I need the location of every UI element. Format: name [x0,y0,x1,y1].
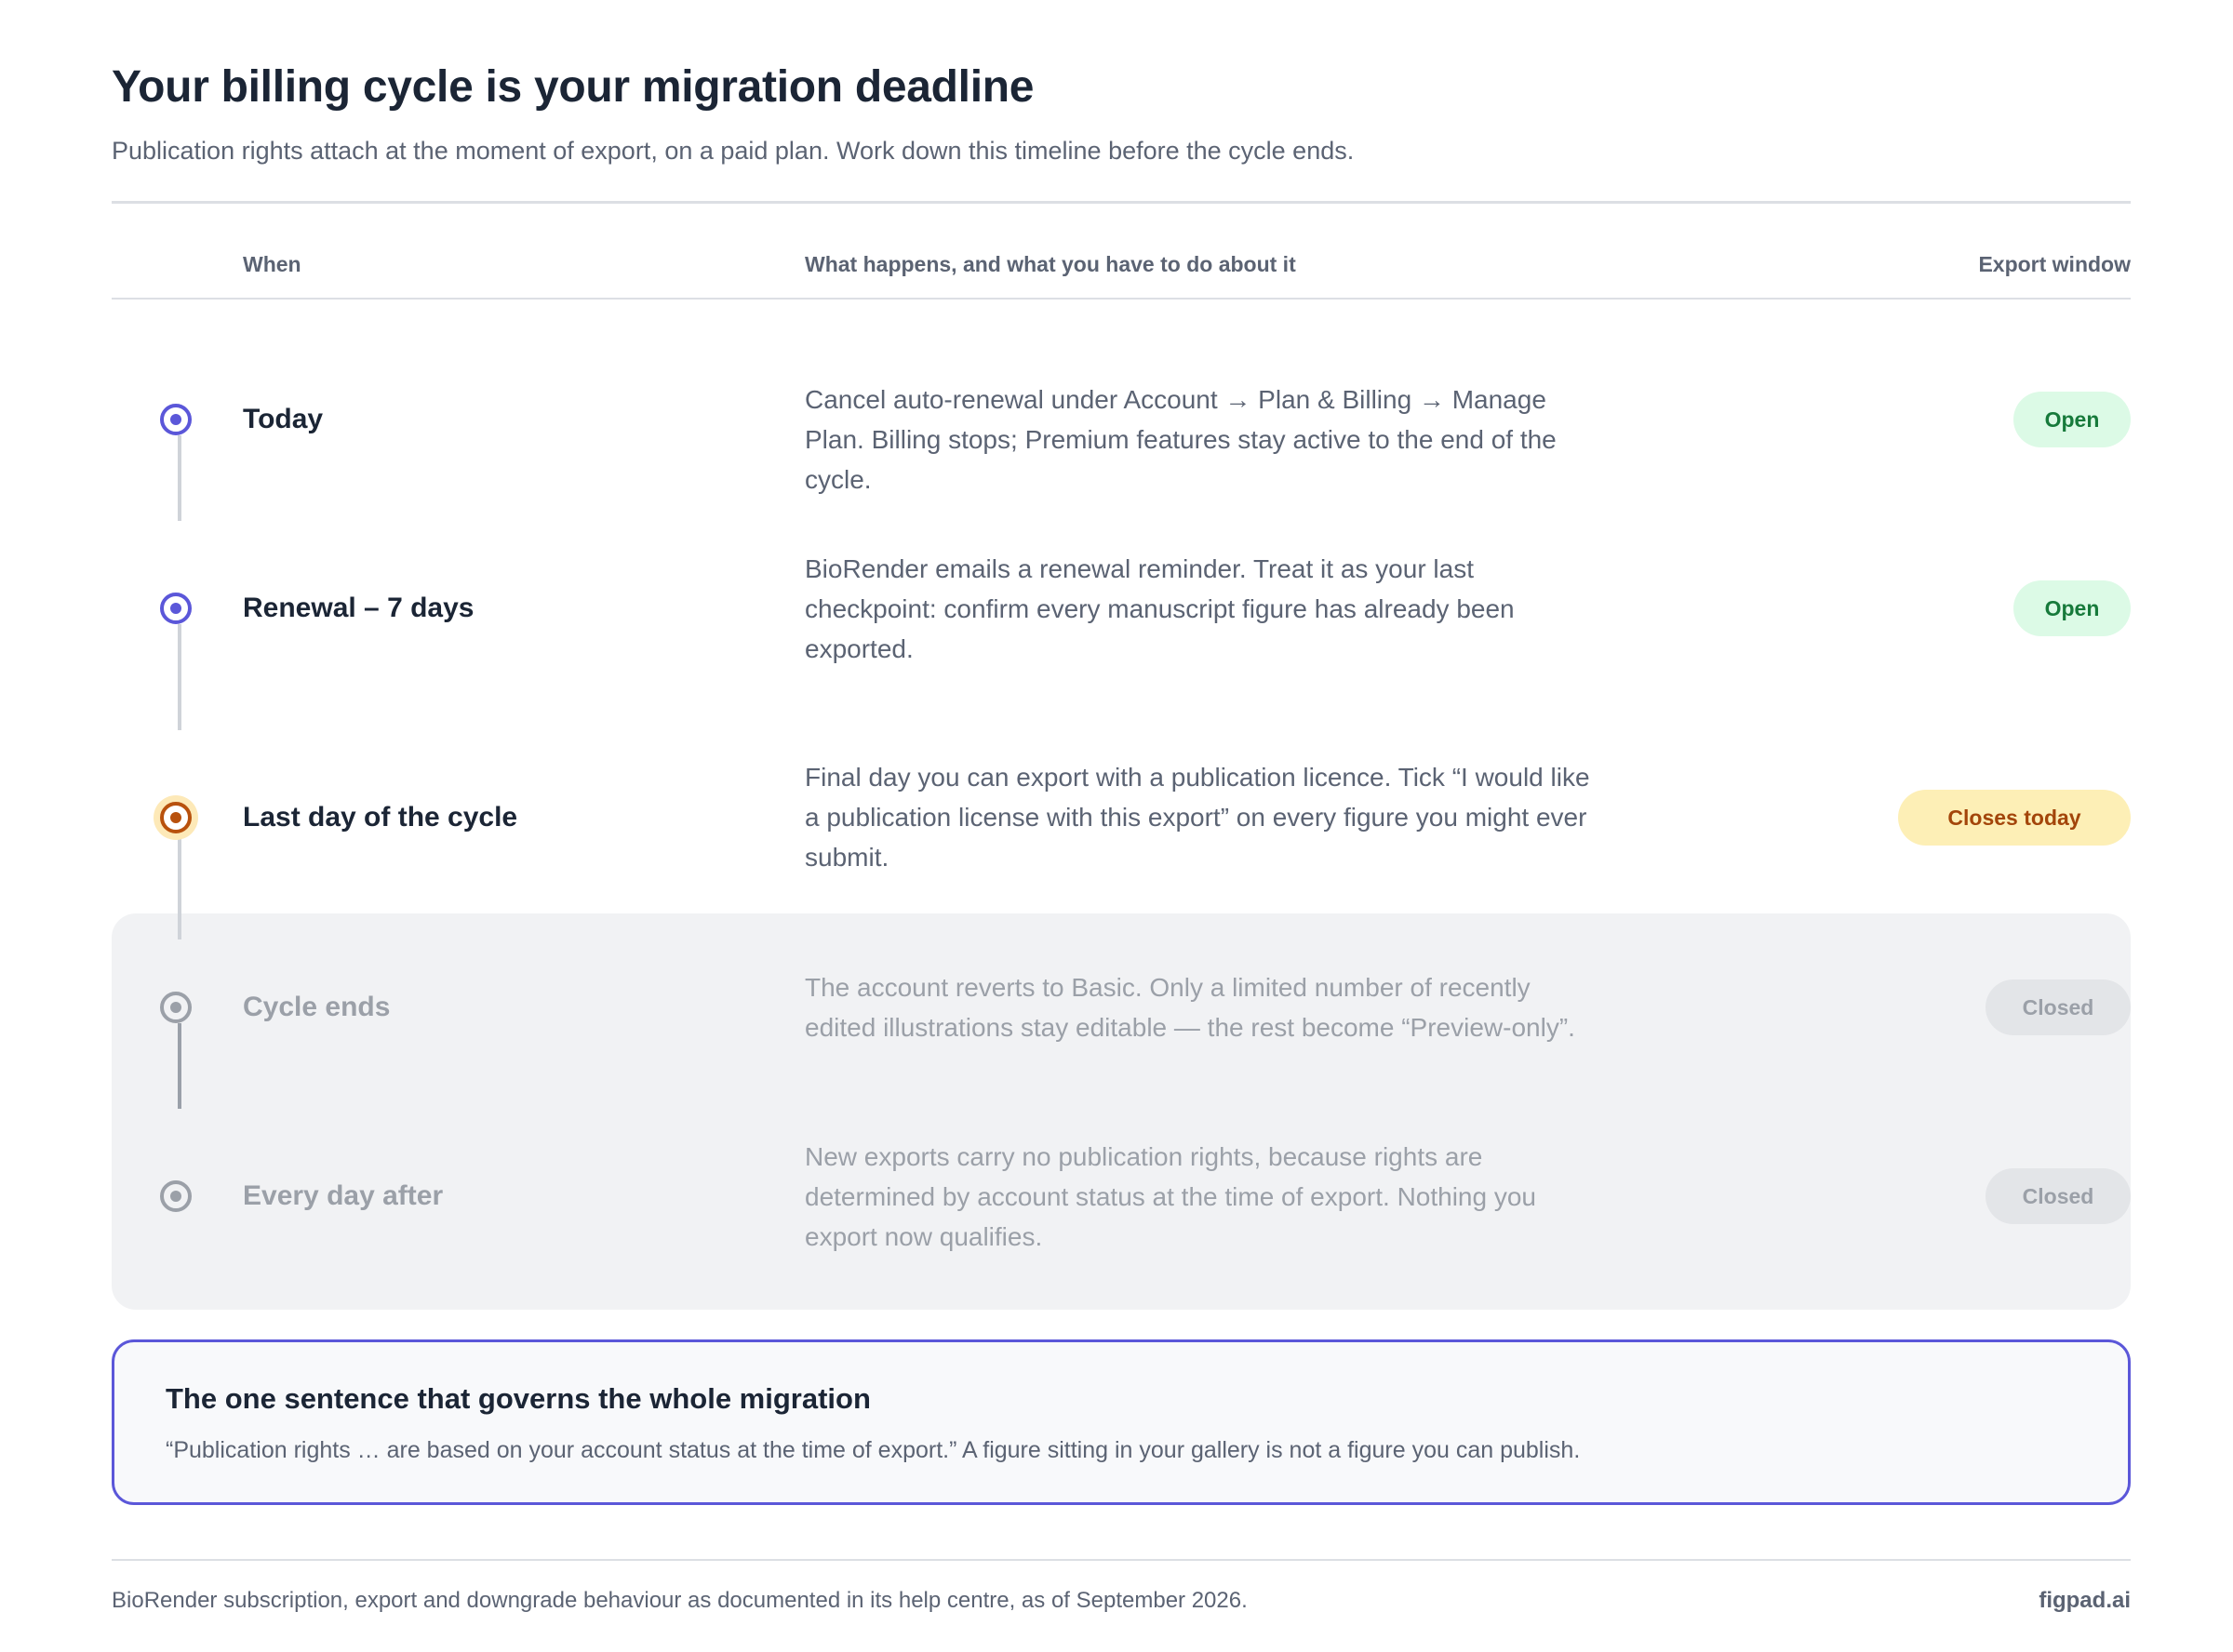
status-badge: Closed [1986,1168,2131,1224]
status-badge: Open [2013,580,2131,636]
migration-timeline-page [112,0,2131,1652]
timeline-connector [178,1023,181,1109]
status-badge: Closed [1986,979,2131,1035]
timeline-node-warning-icon [160,802,192,833]
column-header-export-window: Export window [1978,252,2131,276]
timeline-node-icon [160,992,192,1023]
footer-divider [112,1559,2131,1561]
timeline-connector [178,833,181,939]
page-title: Your billing cycle is your migration deadline [112,62,1035,112]
header-divider [112,201,2131,204]
timeline-when-label: Every day after [243,1180,444,1211]
timeline-description: Cancel auto-renewal under Account → Plan & Billing → Manage Plan. Billing stops; Premium features stay active to the end of the cycle. [805,385,1557,494]
callout-text: “Publication rights … are based on your account status at the time of export.” A figure sitting in your gallery is not a figure you can publish. [166,1437,1581,1463]
key-sentence-callout [112,1339,2131,1505]
timeline-description: New exports carry no publication rights, because rights are determined by account status at the time of export. Nothing you export now qualifies. [805,1142,1536,1251]
timeline-node-icon [160,404,192,435]
timeline-when-label: Today [243,404,324,434]
timeline-node-icon [160,1180,192,1212]
page-subtitle: Publication rights attach at the moment of export, on a paid plan. Work down this timeline before the cycle ends. [112,137,1355,165]
footer-source-note: BioRender subscription, export and downgrade behaviour as documented in its help centre, as of September 2026. [112,1588,1248,1613]
column-header-what: What happens, and what you have to do about it [805,252,1296,276]
timeline-description: BioRender emails a renewal reminder. Treat it as your last checkpoint: confirm every manuscript figure has already been exported. [805,554,1515,663]
timeline-when-label: Renewal – 7 days [243,593,475,623]
timeline-connector [178,624,181,730]
table-header-divider [112,298,2131,300]
timeline-description: Final day you can export with a publication licence. Tick “I would like a publication license with this export” on every figure you might ever submit. [805,763,1590,872]
timeline-when-label: Last day of the cycle [243,802,518,833]
timeline-when-label: Cycle ends [243,992,391,1022]
status-badge: Open [2013,392,2131,447]
timeline-description: The account reverts to Basic. Only a limited number of recently edited illustrations stay editable — the rest become “Preview-only”. [805,973,1575,1042]
status-badge: Closes today [1898,790,2131,846]
callout-title: The one sentence that governs the whole migration [166,1382,871,1415]
timeline-connector [178,435,181,521]
footer-brand: figpad.ai [2039,1588,2131,1613]
timeline-node-icon [160,593,192,624]
column-header-when: When [243,252,301,276]
